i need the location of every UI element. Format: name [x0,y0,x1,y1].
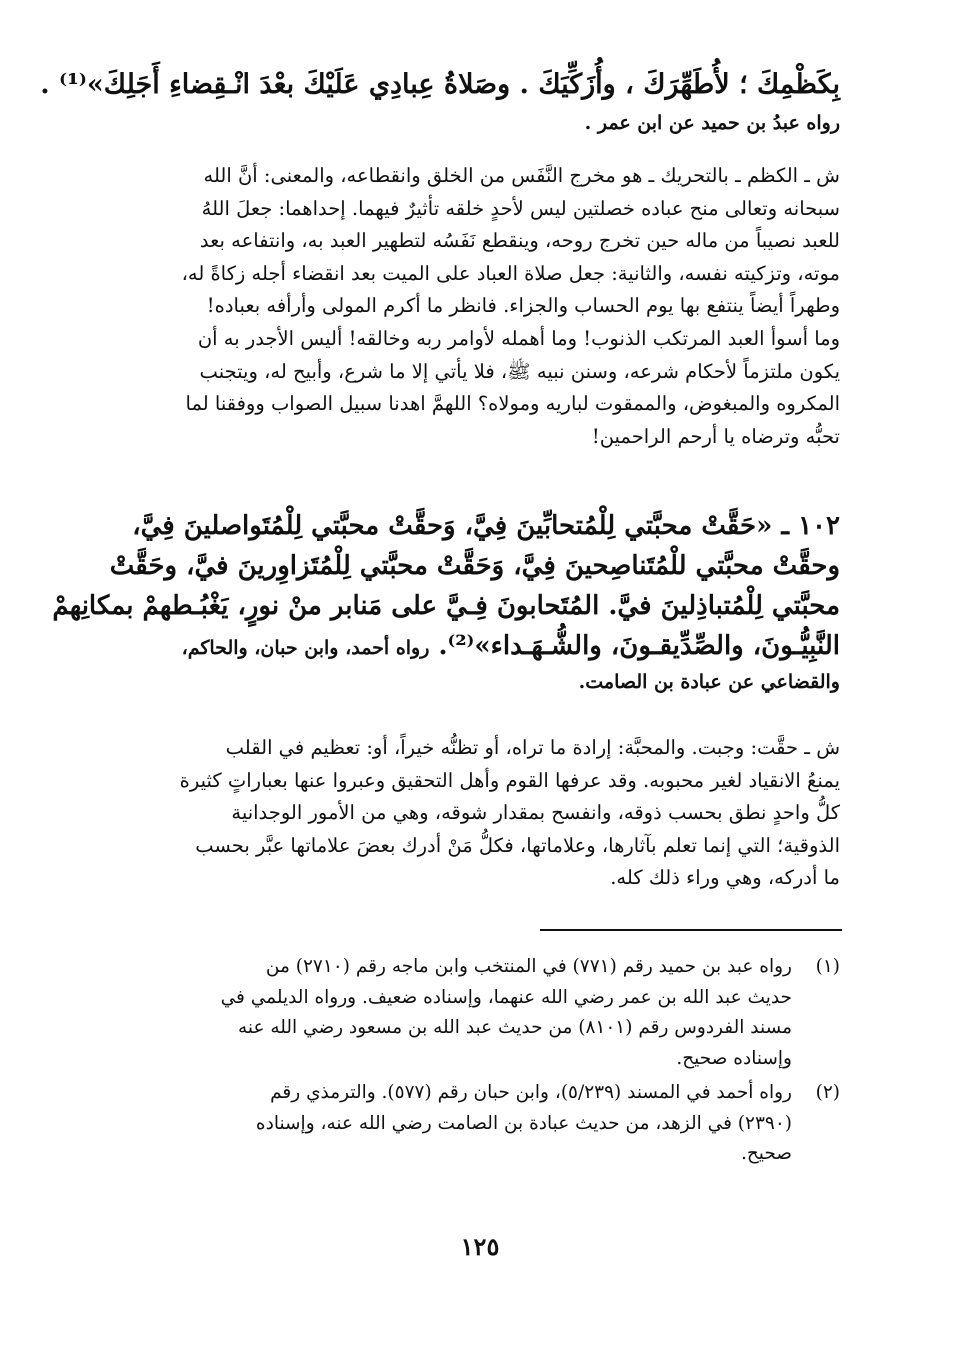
commentary-101 [118,160,840,453]
commentary-line: المكروه والمبغوض، والممقوت لباريه ومولاه؟ اللهمَّ اهدنا سبيل الصواب ووفقنا لما [185,392,840,416]
footnote-number: (٢) [815,1082,840,1103]
footnote-line: وإسناده صحيح. [676,1047,792,1069]
commentary-102 [118,732,840,895]
hadith-101-ending [40,62,840,138]
footnote-line: صحيح. [740,1143,792,1164]
footnote-2 [118,1078,840,1170]
footnote-line: حديث عبد الله بن عمر رضي الله عنهما، وإسناده ضعيف. ورواه الديلمي في [220,986,792,1008]
hadith-101-narration: رواه عبدُ بن حميد عن ابن عمر . [584,112,840,134]
footnote-text [118,1078,792,1170]
footnote-line: رواه عبد بن حميد رقم (٧٧١) في المنتخب وابن ماجه رقم (٢٧١٠) من [265,956,792,977]
hadith-line: بِكَظْمِكَ ؛ لأُطَهِّرَكَ ، وأُزَكِّيَكَ . وصَلاةُ عِبادِي عَلَيْكَ بعْدَ انْـقِضاءِ أَجَلِكَ»⁽¹⁾ . [40,69,840,100]
footnote-line: (٢٣٩٠) في الزهد، من حديث عبادة بن الصامت رضي الله عنه، وإسناده [255,1112,792,1134]
commentary-line: تحبُّه وترضاه يا أرحم الراحمين! [591,424,840,448]
hadith-102-narration: رواه أحمد، وابن حبان، والحاكم، [181,637,430,659]
hadith-102 [52,506,840,698]
commentary-line: يكون ملتزماً لأحكام شرعه، وسنن نبيه ﷺ، فلا يأتي إلا ما شرع، وأبيح له، ويتجنب [199,359,840,383]
footnote-divider [540,929,842,931]
hadith-102-narration-end: والقضاعي عن عبادة بن الصامت. [578,671,840,693]
commentary-line: ما أدركه، وهي وراء ذلك كله. [610,866,840,890]
commentary-line: وطهراً أيضاً ينتفع بها يوم الحساب والجزاء. فانظر ما أكرم المولى وأرأفه بعباده! [206,294,840,318]
footnote-1 [118,952,840,1074]
footnote-text [118,952,792,1074]
footnote-line: رواه أحمد في المسند (٥/٢٣٩)، وابن حبان رقم (٥٧٧). والترمذي رقم [270,1082,792,1103]
hadith-line: ١٠٢ ـ «حَقَّتْ محبَّتي لِلْمُتحابِّينَ فِيَّ، وَحقَّتْ محبَّتي لِلْمُتَواصلينَ فِيَّ، [132,511,840,541]
commentary-line: يمنعُ الانقياد لغير محبوبه. وقد عرفها القوم وأهل التحقيق وعبروا عنها بعباراتٍ كثيرة [179,768,840,792]
commentary-line: وما أسوأ العبد المرتكب الذنوب! وما أهمله لأوامر ربه وخالقه! أليس الأجدر به أن [197,326,840,350]
commentary-line: موته، وتزكيته نفسه، والثانية: جعل صلاة العباد على الميت بعد انقضاء أجله زكاةً له، [181,261,840,285]
footnote-number: (١) [815,956,840,977]
commentary-line: ش ـ الكظم ـ بالتحريك ـ هو مخرج النَّفَس من الخلق وانقطاعه، والمعنى: أنَّ الله [203,164,840,187]
commentary-line: للعبد نصيباً من ماله حين تخرج روحه، وينقطع نَفَسُه لتطهير العبد به، وانتفاعه بعد [199,229,840,253]
commentary-line: سبحانه وتعالى منح عباده خصلتين ليس لأحدٍ خلقه تأثيرٌ فيهما. إحداهما: جعلَ اللهُ [201,196,840,220]
commentary-line: الذوقية؛ التي إنما تعلم بآثارها، وعلاماتها، فكلُّ مَنْ أدرك بعضَ علاماتها عبَّر بحسب [195,833,840,857]
hadith-final-text: النَّبِيُّـونَ، والصِّدِّيقـونَ، والشُّـهَـداء»⁽²⁾. [438,631,840,661]
page-number: ١٢٥ [460,1232,500,1261]
footnote-line: مسند الفردوس رقم (٨١٠١) من حديث عبد الله بن مسعود رضي الله عنه [237,1017,792,1038]
hadith-line: محبَّتي لِلْمُتباذِلينَ فيَّ. المُتَحابونَ فِـيَّ على مَنابر منْ نورٍ، يَغْبُـطهمْ بمكانِهمْ [52,591,840,621]
footnotes [118,952,840,1174]
commentary-line: ش ـ حقَّت: وجبت. والمحبَّة: إرادة ما تراه، أو تظنُّه خيراً، أو: تعظيم في القلب [225,736,840,759]
commentary-line: كلُّ واحدٍ نطق بحسب ذوقه، وانفسح بمقدار شوقه، وهي من الأمور الوجدانية [231,801,840,825]
hadith-line-with-narration [118,626,840,666]
hadith-line: وحقَّتْ محبَّتي للْمُتَناصِحينَ فِيَّ، وَحَقَّتْ محبَّتي لِلْمُتَزاوِرينَ فيَّ، وحَقَّتْ [109,551,840,581]
